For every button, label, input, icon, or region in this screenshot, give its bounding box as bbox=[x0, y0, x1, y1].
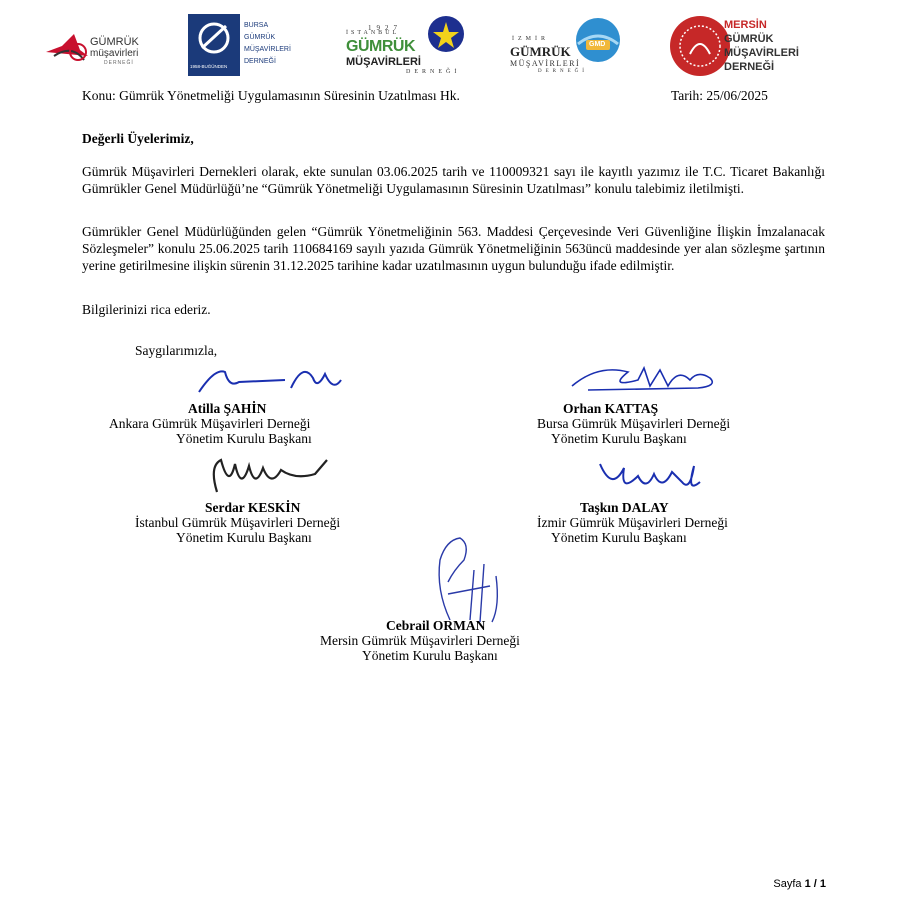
izmir-badge-text: GMD bbox=[589, 41, 606, 48]
signatory-2-title: Yönetim Kurulu Başkanı bbox=[551, 431, 687, 446]
signatory-4-title: Yönetim Kurulu Başkanı bbox=[551, 530, 687, 545]
signature-dalay bbox=[590, 452, 710, 502]
ankara-logo-small: DERNEĞİ bbox=[104, 60, 134, 66]
date-line: Tarih: 25/06/2025 bbox=[671, 88, 768, 103]
bursa-logo-line3: MÜŞAVİRLERİ bbox=[244, 46, 291, 53]
istanbul-logo bbox=[346, 14, 470, 78]
bursa-logo-year: 1958-BUĞÜNDEN bbox=[190, 64, 228, 69]
istanbul-logo-line3: DERNEĞİ bbox=[406, 69, 461, 75]
mersin-logo-line1: MERSİN bbox=[724, 19, 767, 31]
ankara-logo bbox=[44, 26, 156, 70]
izmir-logo-line1: GÜMRÜK bbox=[510, 44, 571, 59]
signatory-1-title: Yönetim Kurulu Başkanı bbox=[176, 431, 312, 446]
signatory-1-org: Ankara Gümrük Müşavirleri Derneği bbox=[109, 416, 311, 431]
page-number bbox=[773, 878, 826, 890]
signatory-1-name: Atilla ŞAHİN bbox=[188, 401, 267, 416]
paragraph-1: Gümrük Müşavirleri Dernekleri olarak, ekte sunulan 03.06.2025 tarih ve 110009321 sayı ile kayıtlı yazımız ile T.C. Ticaret Bakanlığı Gümrükler Genel Müdürlüğü’ne “Gümrük Yönetmeliği Uygulamasının Süresinin Uzatılması” konulu talebimiz iletilmişti. bbox=[82, 164, 825, 196]
mersin-logo-line4: DERNEĞİ bbox=[724, 61, 775, 73]
signature-keskin bbox=[205, 450, 335, 500]
signatory-2-name: Orhan KATTAŞ bbox=[563, 401, 659, 416]
paragraph-3: Bilgilerinizi rica ederiz. bbox=[82, 302, 211, 317]
signatory-4-name: Taşkın DALAY bbox=[580, 500, 669, 515]
page-label: Sayfa bbox=[773, 878, 802, 890]
bursa-logo-line4: DERNEĞİ bbox=[244, 58, 276, 65]
istanbul-logo-year: 1927 bbox=[368, 24, 402, 32]
mersin-seal-icon bbox=[668, 14, 732, 78]
mersin-logo-line3: MÜŞAVİRLERİ bbox=[724, 47, 799, 59]
bursa-logo bbox=[188, 14, 291, 76]
istanbul-globe-icon bbox=[426, 14, 466, 54]
signatory-3-name: Serdar KESKİN bbox=[205, 500, 301, 515]
signatory-5-name: Cebrail ORMAN bbox=[386, 618, 486, 633]
closing: Saygılarımızla, bbox=[135, 343, 218, 358]
istanbul-logo-line1: GÜMRÜK bbox=[346, 38, 415, 55]
izmir-logo-top: İZMİR bbox=[512, 36, 549, 42]
istanbul-logo-line2: MÜŞAVİRLERİ bbox=[346, 56, 421, 68]
signatory-3-title: Yönetim Kurulu Başkanı bbox=[176, 530, 312, 545]
mersin-logo-line2: GÜMRÜK bbox=[724, 33, 774, 45]
bursa-logo-line2: GÜMRÜK bbox=[244, 34, 276, 41]
signatory-2-org: Bursa Gümrük Müşavirleri Derneği bbox=[537, 416, 731, 431]
subject-line: Konu: Gümrük Yönetmeliği Uygulamasının Süresinin Uzatılması Hk. bbox=[82, 88, 460, 103]
bursa-emblem-icon bbox=[188, 14, 240, 64]
signature-sahin bbox=[195, 358, 355, 402]
mersin-logo bbox=[668, 14, 808, 80]
istanbul-logo-top: İSTANBUL bbox=[346, 30, 400, 36]
bursa-logo-line1: BURSA bbox=[244, 22, 269, 29]
izmir-logo bbox=[510, 14, 626, 78]
signatory-4-org: İzmir Gümrük Müşavirleri Derneği bbox=[537, 515, 728, 530]
signature-orman bbox=[420, 530, 520, 625]
ankara-logo-sub: müşavirleri bbox=[90, 48, 139, 59]
logo-strip bbox=[40, 12, 860, 82]
ankara-logo-text: GÜMRÜK bbox=[90, 36, 139, 48]
signatory-5-org: Mersin Gümrük Müşavirleri Derneği bbox=[320, 633, 520, 648]
page-value: 1 / 1 bbox=[804, 878, 826, 890]
bursa-logo-badge bbox=[188, 14, 240, 76]
izmir-logo-line3: DERNEĞİ bbox=[538, 69, 588, 74]
signatory-3-org: İstanbul Gümrük Müşavirleri Derneği bbox=[135, 515, 341, 530]
izmir-logo-line2: MÜŞAVİRLERİ bbox=[510, 59, 581, 68]
signatory-5-title: Yönetim Kurulu Başkanı bbox=[362, 648, 498, 663]
greeting: Değerli Üyelerimiz, bbox=[82, 131, 194, 146]
signature-kattas bbox=[568, 360, 728, 400]
paragraph-2: Gümrükler Genel Müdürlüğünden gelen “Gümrük Yönetmeliğinin 563. Maddesi Çerçevesinde Veri Güvenliğine İlişkin İmzalanacak Sözleşmeler” konulu 25.06.2025 tarih 110684169 sayılı yazıda Gümrük Yönetmeliğinin 563üncü maddesinde yer alan sözleşme şartının yerine getirilmesine ilişkin sürenin 31.12.2025 tarihine kadar uzatılmasının uygun bulunduğu ifade edilmiştir. bbox=[82, 224, 825, 273]
